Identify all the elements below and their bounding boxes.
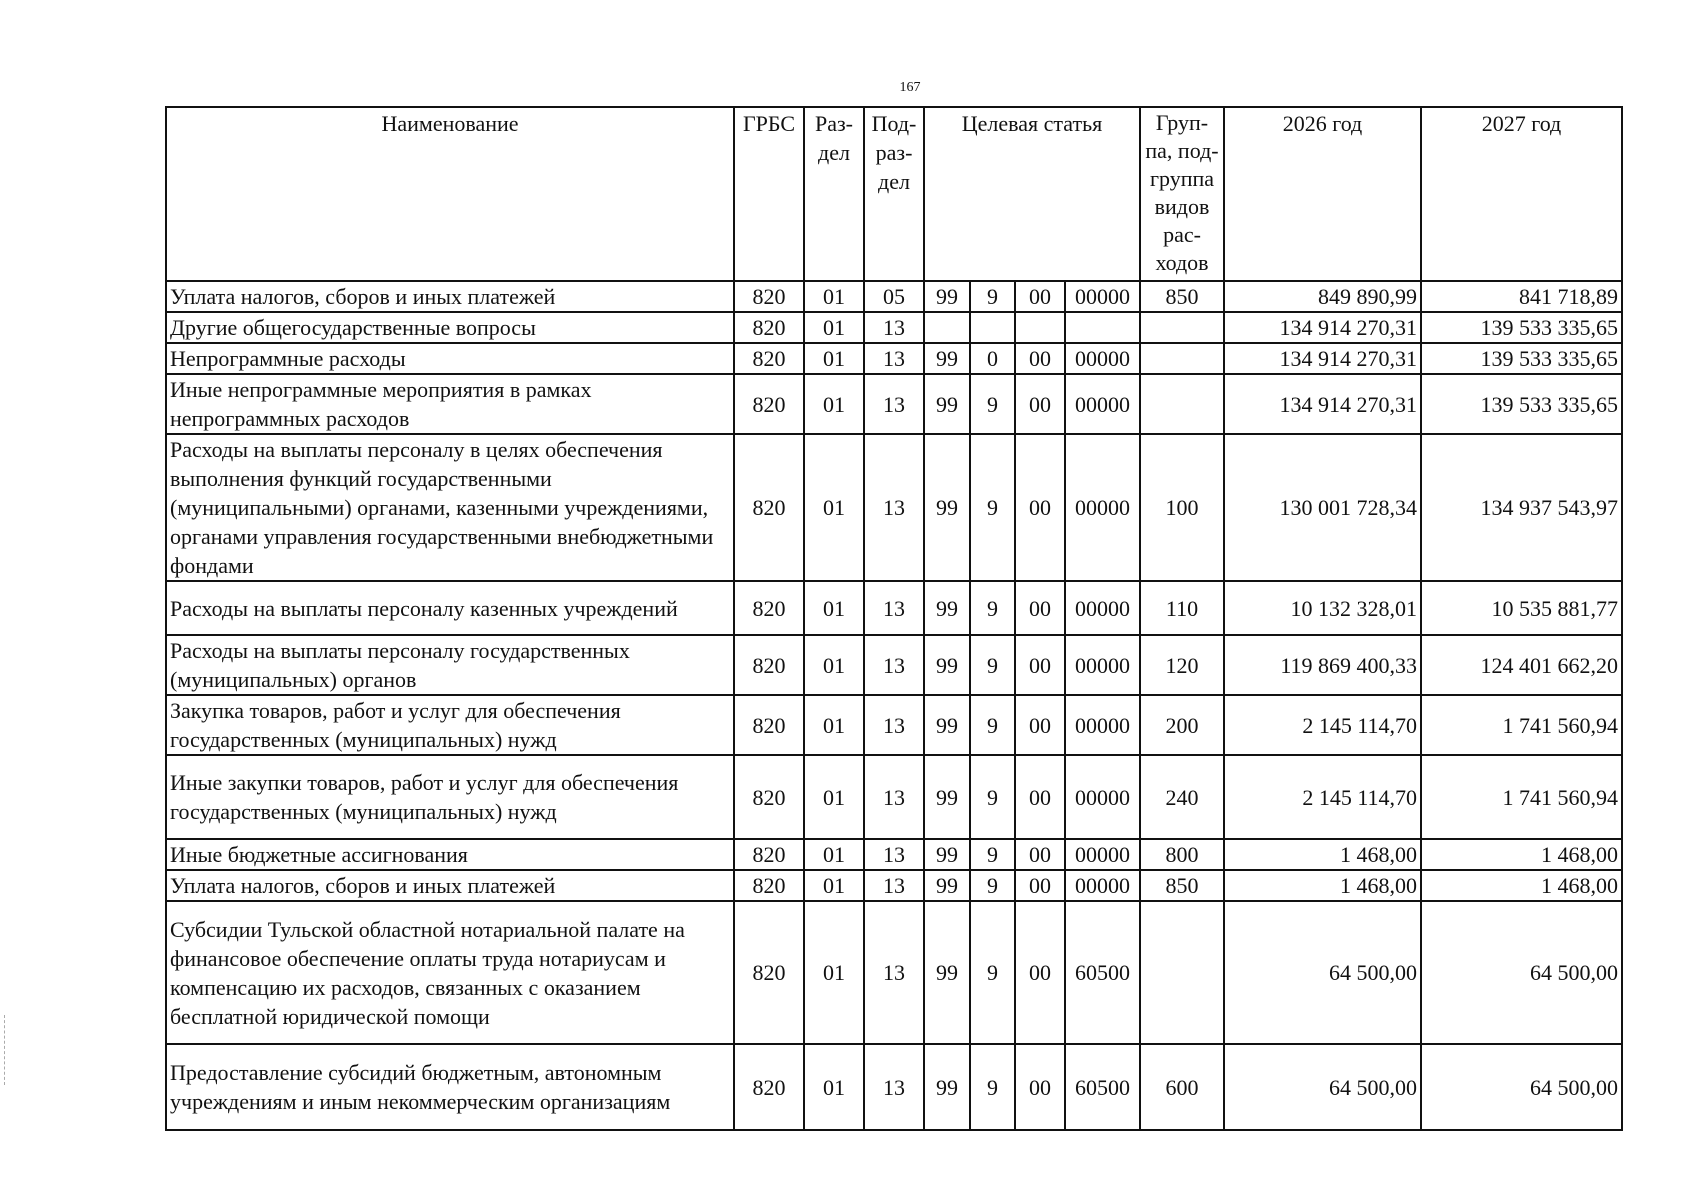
row-name: Уплата налогов, сборов и иных платежей — [166, 870, 734, 901]
row-grbs: 820 — [734, 312, 804, 343]
row-name: Расходы на выплаты персоналу в целях обеспечения выполнения функций государственными (муниципальными) органами, казенными учреждениями, органами управления государственными внебюджетными фондами — [166, 434, 734, 581]
row-podrazdel: 13 — [864, 695, 924, 755]
row-podrazdel: 13 — [864, 635, 924, 695]
row-target-subprogram: 9 — [970, 755, 1015, 839]
row-grbs: 820 — [734, 374, 804, 434]
row-amount-2027: 124 401 662,20 — [1421, 635, 1622, 695]
row-target-direction: 00 — [1015, 343, 1065, 374]
row-target-subprogram: 0 — [970, 343, 1015, 374]
row-expense-type: 240 — [1140, 755, 1224, 839]
table-body — [166, 281, 1622, 1130]
row-target-code: 00000 — [1065, 374, 1140, 434]
table-row — [166, 870, 1622, 901]
row-target-program: 99 — [924, 434, 970, 581]
row-amount-2027: 841 718,89 — [1421, 281, 1622, 312]
row-amount-2026: 2 145 114,70 — [1224, 755, 1421, 839]
row-razdel: 01 — [804, 695, 864, 755]
row-amount-2027: 139 533 335,65 — [1421, 374, 1622, 434]
header-grbs: ГРБС — [734, 107, 804, 281]
row-razdel: 01 — [804, 839, 864, 870]
row-target-subprogram — [970, 312, 1015, 343]
row-razdel: 01 — [804, 755, 864, 839]
table-row — [166, 312, 1622, 343]
row-expense-type — [1140, 901, 1224, 1044]
table-row — [166, 901, 1622, 1044]
row-razdel: 01 — [804, 581, 864, 635]
row-target-code: 00000 — [1065, 635, 1140, 695]
row-target-subprogram: 9 — [970, 434, 1015, 581]
row-target-subprogram: 9 — [970, 695, 1015, 755]
row-podrazdel: 05 — [864, 281, 924, 312]
header-name: Наименование — [166, 107, 734, 281]
row-name: Предоставление субсидий бюджетным, автономным учреждениям и иным некоммерческим организациям — [166, 1044, 734, 1130]
row-amount-2026: 849 890,99 — [1224, 281, 1421, 312]
row-target-subprogram: 9 — [970, 581, 1015, 635]
row-razdel: 01 — [804, 901, 864, 1044]
row-target-program: 99 — [924, 901, 970, 1044]
row-razdel: 01 — [804, 1044, 864, 1130]
header-target-article: Целевая статья — [924, 107, 1140, 281]
row-amount-2026: 1 468,00 — [1224, 839, 1421, 870]
row-target-direction: 00 — [1015, 434, 1065, 581]
row-expense-type: 200 — [1140, 695, 1224, 755]
row-name: Непрограммные расходы — [166, 343, 734, 374]
row-target-direction: 00 — [1015, 281, 1065, 312]
row-name: Иные непрограммные мероприятия в рамках непрограммных расходов — [166, 374, 734, 434]
row-target-code: 00000 — [1065, 281, 1140, 312]
row-target-program: 99 — [924, 281, 970, 312]
row-podrazdel: 13 — [864, 374, 924, 434]
row-target-direction: 00 — [1015, 374, 1065, 434]
row-grbs: 820 — [734, 755, 804, 839]
row-amount-2027: 1 741 560,94 — [1421, 755, 1622, 839]
row-amount-2027: 64 500,00 — [1421, 1044, 1622, 1130]
row-amount-2026: 134 914 270,31 — [1224, 312, 1421, 343]
row-target-program: 99 — [924, 374, 970, 434]
row-amount-2027: 1 741 560,94 — [1421, 695, 1622, 755]
row-name: Закупка товаров, работ и услуг для обеспечения государственных (муниципальных) нужд — [166, 695, 734, 755]
table-row — [166, 343, 1622, 374]
table-row — [166, 839, 1622, 870]
row-grbs: 820 — [734, 343, 804, 374]
row-razdel: 01 — [804, 870, 864, 901]
row-target-direction: 00 — [1015, 901, 1065, 1044]
row-razdel: 01 — [804, 635, 864, 695]
row-podrazdel: 13 — [864, 343, 924, 374]
row-target-program — [924, 312, 970, 343]
row-razdel: 01 — [804, 374, 864, 434]
row-target-direction: 00 — [1015, 635, 1065, 695]
row-podrazdel: 13 — [864, 581, 924, 635]
row-target-code: 00000 — [1065, 434, 1140, 581]
table-row — [166, 635, 1622, 695]
row-amount-2026: 130 001 728,34 — [1224, 434, 1421, 581]
row-target-program: 99 — [924, 755, 970, 839]
row-target-program: 99 — [924, 695, 970, 755]
row-target-program: 99 — [924, 343, 970, 374]
row-target-subprogram: 9 — [970, 901, 1015, 1044]
row-target-program: 99 — [924, 839, 970, 870]
row-target-direction: 00 — [1015, 870, 1065, 901]
row-expense-type: 600 — [1140, 1044, 1224, 1130]
row-target-direction: 00 — [1015, 755, 1065, 839]
row-target-program: 99 — [924, 870, 970, 901]
row-amount-2026: 119 869 400,33 — [1224, 635, 1421, 695]
row-target-direction — [1015, 312, 1065, 343]
row-podrazdel: 13 — [864, 870, 924, 901]
row-amount-2027: 134 937 543,97 — [1421, 434, 1622, 581]
row-expense-type: 100 — [1140, 434, 1224, 581]
row-target-direction: 00 — [1015, 581, 1065, 635]
row-razdel: 01 — [804, 434, 864, 581]
row-amount-2027: 64 500,00 — [1421, 901, 1622, 1044]
row-expense-type — [1140, 312, 1224, 343]
row-grbs: 820 — [734, 581, 804, 635]
row-target-code: 00000 — [1065, 581, 1140, 635]
row-grbs: 820 — [734, 901, 804, 1044]
row-grbs: 820 — [734, 839, 804, 870]
table-row — [166, 581, 1622, 635]
table-row — [166, 695, 1622, 755]
row-name: Расходы на выплаты персоналу государственных (муниципальных) органов — [166, 635, 734, 695]
row-target-direction: 00 — [1015, 839, 1065, 870]
table-row — [166, 374, 1622, 434]
row-grbs: 820 — [734, 635, 804, 695]
row-target-code: 00000 — [1065, 695, 1140, 755]
table-row — [166, 281, 1622, 312]
row-razdel: 01 — [804, 281, 864, 312]
header-year-2026: 2026 год — [1224, 107, 1421, 281]
row-name: Иные бюджетные ассигнования — [166, 839, 734, 870]
row-target-program: 99 — [924, 1044, 970, 1130]
row-amount-2027: 10 535 881,77 — [1421, 581, 1622, 635]
row-grbs: 820 — [734, 870, 804, 901]
row-name: Субсидии Тульской областной нотариальной палате на финансовое обеспечение оплаты труда нотариусам и компенсацию их расходов, связанных с оказанием бесплатной юридической помощи — [166, 901, 734, 1044]
row-podrazdel: 13 — [864, 434, 924, 581]
row-razdel: 01 — [804, 343, 864, 374]
row-amount-2026: 64 500,00 — [1224, 1044, 1421, 1130]
page-number: 167 — [899, 80, 921, 95]
row-target-code: 00000 — [1065, 343, 1140, 374]
scan-margin-marks — [4, 1015, 11, 1085]
budget-table — [165, 106, 1623, 1131]
row-target-code: 60500 — [1065, 1044, 1140, 1130]
row-amount-2027: 139 533 335,65 — [1421, 343, 1622, 374]
row-amount-2026: 134 914 270,31 — [1224, 343, 1421, 374]
header-razdel: Раз- дел — [804, 107, 864, 281]
table-row — [166, 755, 1622, 839]
row-target-program: 99 — [924, 581, 970, 635]
row-razdel: 01 — [804, 312, 864, 343]
row-target-direction: 00 — [1015, 1044, 1065, 1130]
table-row — [166, 1044, 1622, 1130]
row-podrazdel: 13 — [864, 312, 924, 343]
table-row — [166, 434, 1622, 581]
row-expense-type: 120 — [1140, 635, 1224, 695]
row-expense-type: 110 — [1140, 581, 1224, 635]
row-name: Иные закупки товаров, работ и услуг для обеспечения государственных (муниципальных) нужд — [166, 755, 734, 839]
row-expense-type — [1140, 343, 1224, 374]
table-header-row — [166, 107, 1622, 281]
header-podrazdel: Под- раз- дел — [864, 107, 924, 281]
row-target-program: 99 — [924, 635, 970, 695]
row-podrazdel: 13 — [864, 839, 924, 870]
row-grbs: 820 — [734, 434, 804, 581]
row-amount-2027: 1 468,00 — [1421, 870, 1622, 901]
row-target-direction: 00 — [1015, 695, 1065, 755]
row-grbs: 820 — [734, 1044, 804, 1130]
row-target-code: 60500 — [1065, 901, 1140, 1044]
row-grbs: 820 — [734, 695, 804, 755]
row-amount-2026: 10 132 328,01 — [1224, 581, 1421, 635]
row-amount-2026: 64 500,00 — [1224, 901, 1421, 1044]
row-expense-type: 850 — [1140, 870, 1224, 901]
row-name: Другие общегосударственные вопросы — [166, 312, 734, 343]
row-podrazdel: 13 — [864, 755, 924, 839]
row-amount-2026: 1 468,00 — [1224, 870, 1421, 901]
row-amount-2027: 1 468,00 — [1421, 839, 1622, 870]
row-grbs: 820 — [734, 281, 804, 312]
row-podrazdel: 13 — [864, 901, 924, 1044]
row-target-subprogram: 9 — [970, 870, 1015, 901]
row-name: Расходы на выплаты персоналу казенных учреждений — [166, 581, 734, 635]
row-amount-2027: 139 533 335,65 — [1421, 312, 1622, 343]
row-target-subprogram: 9 — [970, 1044, 1015, 1130]
row-amount-2026: 134 914 270,31 — [1224, 374, 1421, 434]
row-podrazdel: 13 — [864, 1044, 924, 1130]
row-target-code — [1065, 312, 1140, 343]
row-target-code: 00000 — [1065, 839, 1140, 870]
row-target-code: 00000 — [1065, 870, 1140, 901]
row-target-code: 00000 — [1065, 755, 1140, 839]
row-target-subprogram: 9 — [970, 635, 1015, 695]
row-target-subprogram: 9 — [970, 374, 1015, 434]
row-expense-type: 850 — [1140, 281, 1224, 312]
row-amount-2026: 2 145 114,70 — [1224, 695, 1421, 755]
row-target-subprogram: 9 — [970, 839, 1015, 870]
row-target-subprogram: 9 — [970, 281, 1015, 312]
row-expense-type — [1140, 374, 1224, 434]
row-name: Уплата налогов, сборов и иных платежей — [166, 281, 734, 312]
header-expense-group: Груп- па, под- группа видов рас- ходов — [1140, 107, 1224, 281]
row-expense-type: 800 — [1140, 839, 1224, 870]
header-year-2027: 2027 год — [1421, 107, 1622, 281]
